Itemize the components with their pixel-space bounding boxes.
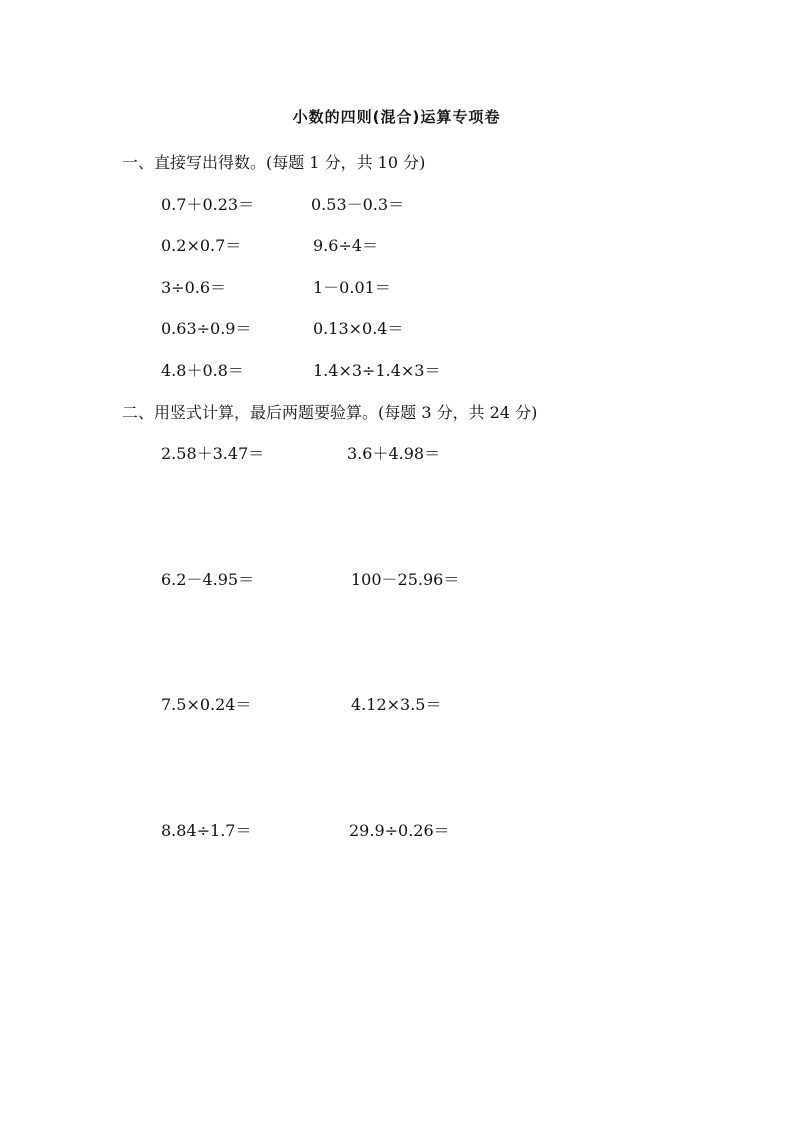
problem: 8.84÷1.7＝ [161,821,252,840]
problem: 29.9÷0.26＝ [349,821,450,840]
problem: 7.5×0.24＝ [161,695,252,714]
problem: 0.2×0.7＝ [161,236,242,255]
problem: 0.53－0.3＝ [311,195,405,214]
problem: 1－0.01＝ [313,278,391,297]
problem: 4.8＋0.8＝ [161,361,244,380]
problem: 0.63÷0.9＝ [161,319,252,338]
problem: 2.58＋3.47＝ [161,444,265,463]
section-2-heading: 二、用竖式计算，最后两题要验算。(每题 3 分，共 24 分) [122,403,538,422]
problem: 4.12×3.5＝ [351,695,442,714]
problem: 1.4×3÷1.4×3＝ [313,361,441,380]
problem: 3÷0.6＝ [161,278,227,297]
problem: 0.7＋0.23＝ [161,195,255,214]
problem: 0.13×0.4＝ [313,319,404,338]
problem: 6.2－4.95＝ [161,570,255,589]
page-title: 小数的四则(混合)运算专项卷 [292,108,501,126]
problem: 9.6÷4＝ [313,236,379,255]
problem: 3.6＋4.98＝ [347,444,441,463]
section-1-heading: 一、直接写出得数。(每题 1 分，共 10 分) [122,153,426,172]
problem: 100－25.96＝ [351,570,460,589]
